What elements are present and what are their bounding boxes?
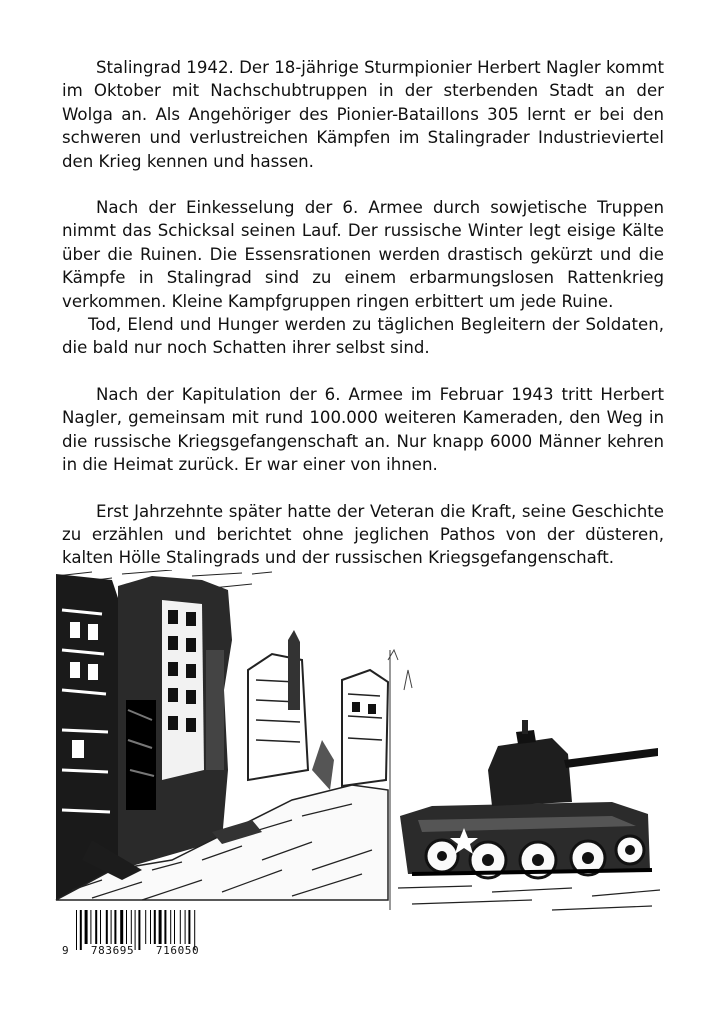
barcode (62, 908, 224, 966)
barcode-bar (159, 910, 162, 944)
barcode-bar (131, 910, 132, 944)
paragraph-4: Nach der Kapitulation der 6. Armee im Februar 1943 tritt Herbert Nagler, gemeinsam mit rund 100.000 weiteren Kameraden, den Weg in die russische Kriegsgefangenschaft an. Nur knapp 6000 Männer kehren in die Heimat zurück. Er war einer von ihnen. (62, 384, 664, 475)
barcode-bar (145, 910, 146, 944)
barcode-bar (164, 910, 166, 944)
cover-illustration (52, 570, 664, 922)
barcode-bar (150, 910, 151, 944)
barcode-bar (114, 910, 116, 944)
barcode-bar (126, 910, 127, 944)
barcode-left-group: 783695 (90, 944, 135, 957)
paragraph-3: Tod, Elend und Hunger werden zu täglichen Begleitern der Soldaten, die bald nur noch Schatten ihrer selbst sind. (62, 315, 664, 358)
paragraph-5: Erst Jahrzehnte später hatte der Veteran die Kraft, seine Geschichte zu erzählen und berichtet ohne jeglichen Pathos von der düsteren, kalten Hölle Stalingrads und der russischen Kriegsgefangenschaft. (62, 501, 664, 568)
barcode-bar (120, 910, 123, 944)
blurb-text (62, 56, 664, 570)
barcode-bar (111, 910, 112, 944)
barcode-bar (106, 910, 108, 944)
barcode-bar (95, 910, 97, 944)
barcode-bar (180, 910, 181, 944)
tank-icon (388, 650, 664, 922)
barcode-bar (100, 910, 101, 944)
barcode-bar (188, 910, 190, 944)
paragraph-2: Nach der Einkesselung der 6. Armee durch sowjetische Truppen nimmt das Schicksal seinen Lauf. Der russische Winter legt eisige Kälte über die Ruinen. Die Essensrationen werden drastisch gekürzt und die Kämpfe in Stalingrad sind zu einem erbarmungslosen Rattenkrieg verkommen. Kleine Kampfgruppen ringen erbittert um jede Ruine. (62, 198, 664, 311)
barcode-bar (154, 910, 156, 944)
barcode-right-group: 716050 (155, 944, 200, 957)
paragraph-1: Stalingrad 1942. Der 18-jährige Sturmpionier Herbert Nagler kommt im Oktober mit Nachschubtruppen in der sterbenden Stadt an der Wolga an. Als Angehöriger des Pionier-Bataillons 305 lernt er bei den schweren und verlustreichen Kämpfen im Stalingrader Industrieviertel den Krieg kennen und hassen. (62, 58, 664, 171)
barcode-bar (85, 910, 88, 944)
barcode-bar (174, 910, 175, 944)
ruined-buildings-icon (56, 570, 388, 900)
barcode-number (62, 944, 224, 957)
barcode-bar (170, 910, 171, 944)
barcode-bar (185, 910, 186, 944)
barcode-lead-digit: 9 (62, 944, 70, 957)
barcode-bar (90, 910, 91, 944)
